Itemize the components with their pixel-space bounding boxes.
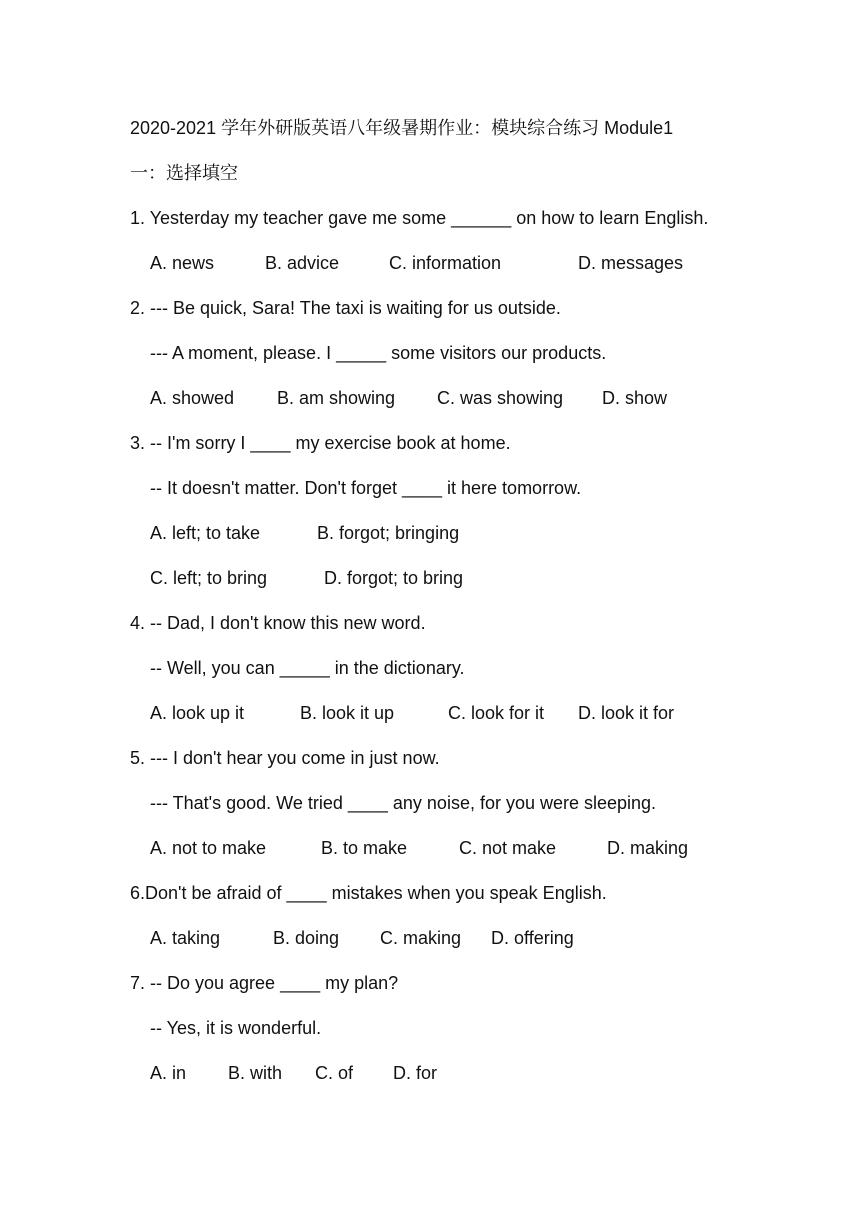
question-1-option-a: A. news <box>150 253 215 273</box>
question-3-option-c: C. left; to bring <box>150 568 268 588</box>
question-5-option-a: A. not to make <box>150 838 267 858</box>
question-7-stem-reply: -- Yes, it is wonderful. <box>150 1018 322 1038</box>
question-2-stem: 2. --- Be quick, Sara! The taxi is waiting for us outside. <box>130 298 561 318</box>
question-6-stem: 6.Don't be afraid of ____ mistakes when you speak English. <box>130 883 607 903</box>
question-7-option-c: C. of <box>315 1063 354 1083</box>
question-4-option-a: A. look up it <box>150 703 245 723</box>
question-6-option-c: C. making <box>380 928 462 948</box>
question-1-option-b: B. advice <box>265 253 340 273</box>
question-6-option-d: D. offering <box>491 928 574 948</box>
question-3-stem-reply: -- It doesn't matter. Don't forget ____ it here tomorrow. <box>150 478 582 498</box>
question-3-option-d: D. forgot; to bring <box>324 568 464 588</box>
question-5-stem: 5. --- I don't hear you come in just now. <box>130 748 440 768</box>
question-6-option-b: B. doing <box>273 928 340 948</box>
question-2-option-c: C. was showing <box>437 388 564 408</box>
question-7-stem: 7. -- Do you agree ____ my plan? <box>130 973 399 993</box>
question-3-option-b: B. forgot; bringing <box>317 523 460 543</box>
question-5-option-b: B. to make <box>321 838 408 858</box>
question-5-option-c: C. not make <box>459 838 557 858</box>
question-1-option-d: D. messages <box>578 253 684 273</box>
question-5-stem-reply: --- That's good. We tried ____ any noise, for you were sleeping. <box>150 793 657 813</box>
question-7-option-d: D. for <box>393 1063 438 1083</box>
question-4-option-d: D. look it for <box>578 703 675 723</box>
question-1-option-c: C. information <box>389 253 502 273</box>
question-4-option-b: B. look it up <box>300 703 395 723</box>
question-7-option-a: A. in <box>150 1063 187 1083</box>
document-title: 2020-2021 学年外研版英语八年级暑期作业：模块综合练习 Module1 <box>130 118 674 138</box>
question-4-stem-reply: -- Well, you can _____ in the dictionary. <box>150 658 465 678</box>
question-1-stem: 1. Yesterday my teacher gave me some ______ on how to learn English. <box>130 208 709 228</box>
question-4-stem: 4. -- Dad, I don't know this new word. <box>130 613 426 633</box>
question-3-stem: 3. -- I'm sorry I ____ my exercise book at home. <box>130 433 511 453</box>
question-3-option-a: A. left; to take <box>150 523 261 543</box>
question-4-option-c: C. look for it <box>448 703 545 723</box>
question-2-option-a: A. showed <box>150 388 235 408</box>
question-7-option-b: B. with <box>228 1063 283 1083</box>
question-2-option-b: B. am showing <box>277 388 396 408</box>
question-2-option-d: D. show <box>602 388 668 408</box>
question-5-option-d: D. making <box>607 838 689 858</box>
section-heading: 一：选择填空 <box>130 163 238 183</box>
question-2-stem-reply: --- A moment, please. I _____ some visitors our products. <box>150 343 607 363</box>
question-6-option-a: A. taking <box>150 928 221 948</box>
